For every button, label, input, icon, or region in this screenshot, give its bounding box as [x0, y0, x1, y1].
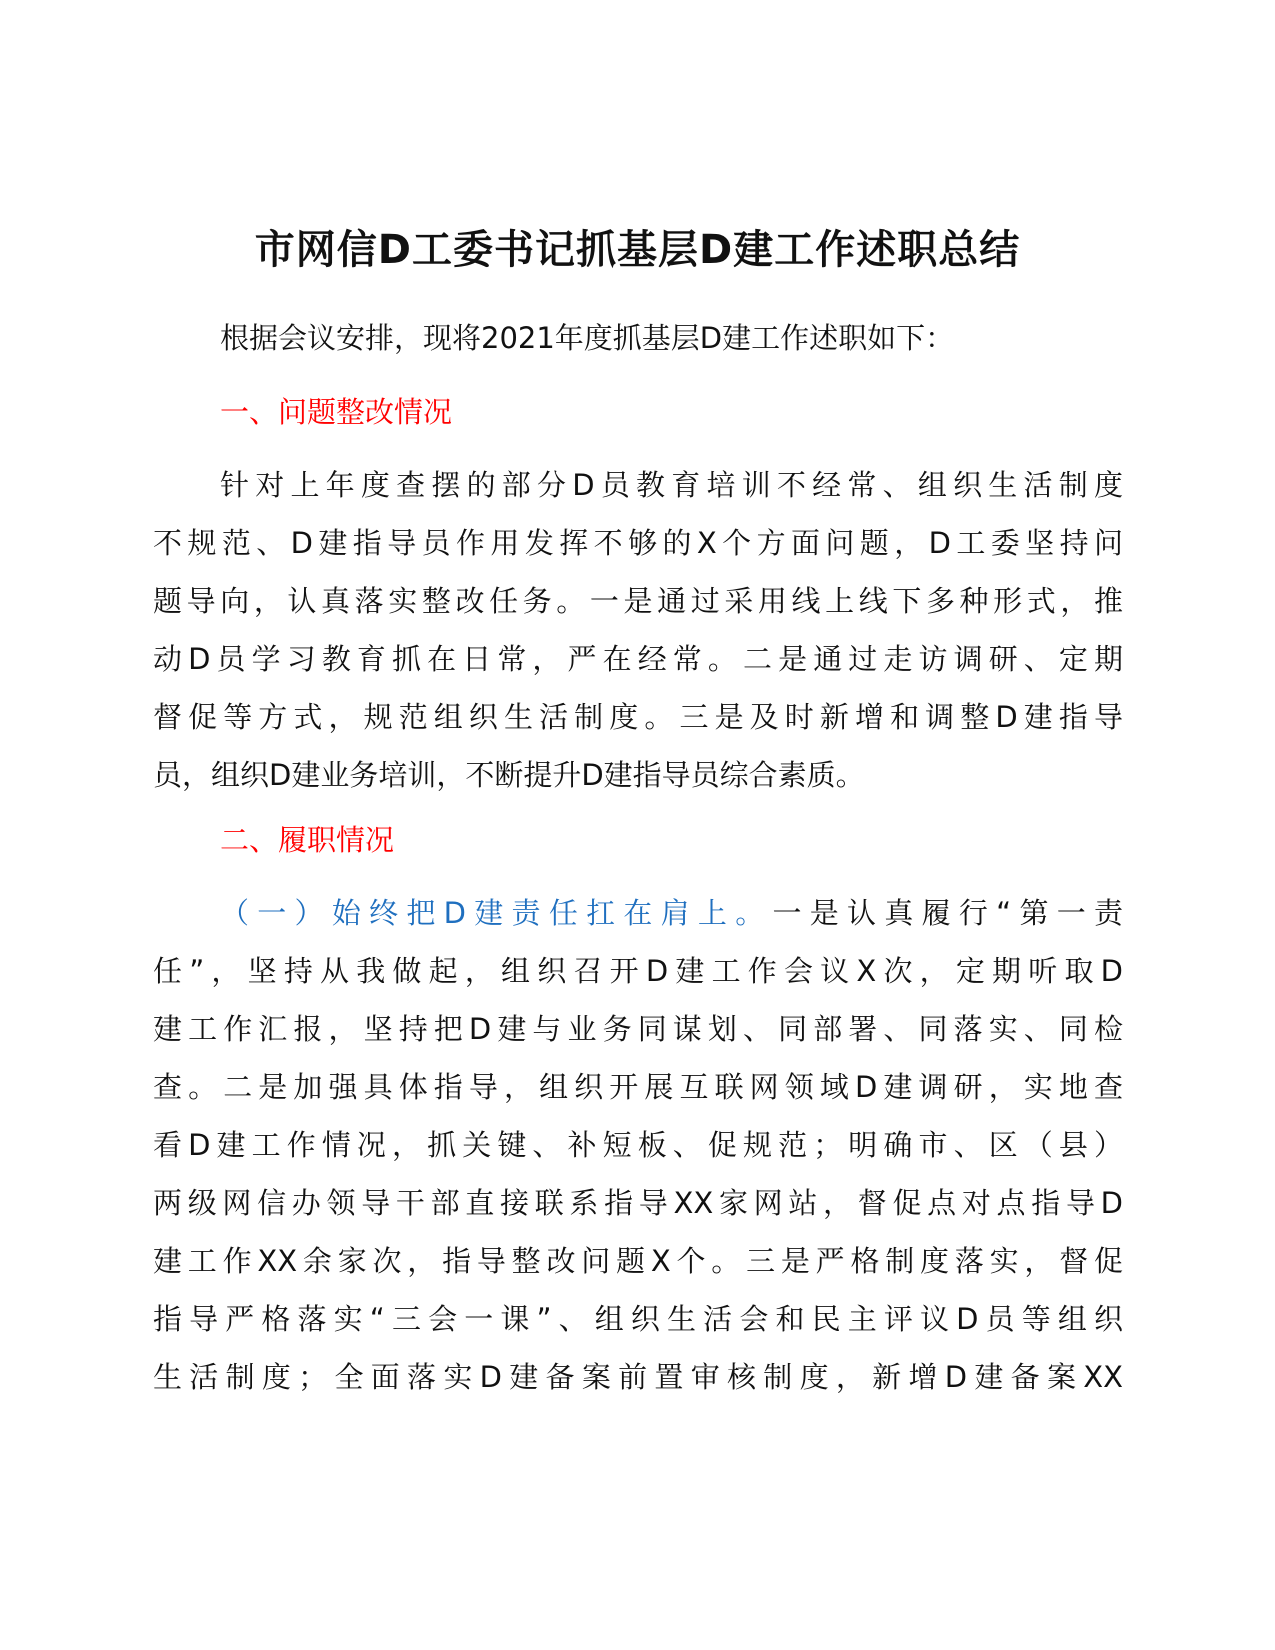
paragraph-line: 针对上年度查摆的部分D员教育培训不经常、组织生活制度 [220, 468, 1123, 502]
intro-paragraph: 根据会议安排，现将2021年度抓基层D建工作述职如下： [220, 321, 955, 355]
paragraph-line: 督促等方式，规范组织生活制度。三是及时新增和调整D建指导 [153, 700, 1123, 734]
paragraph-line: 看D建工作情况，抓关键、补短板、促规范；明确市、区（县） [153, 1128, 1123, 1162]
paragraph-line: 题导向，认真落实整改任务。一是通过采用线上线下多种形式，推 [153, 584, 1123, 618]
section-body-duty-performance [153, 893, 1123, 1415]
document-title: 市网信D工委书记抓基层D建工作述职总结 [254, 227, 1021, 273]
section-heading-rectification: 一、问题整改情况 [220, 395, 453, 429]
paragraph-line: 建工作汇报，坚持把D建与业务同谋划、同部署、同落实、同检 [153, 1012, 1123, 1046]
subsection-heading: （一）始终把D建责任扛在肩上。 [220, 896, 773, 930]
section-heading-duty-performance: 二、履职情况 [220, 823, 395, 857]
paragraph-line-first [153, 893, 1123, 951]
paragraph-line: 动D员学习教育抓在日常，严在经常。二是通过走访调研、定期 [153, 642, 1123, 676]
paragraph-line: 不规范、D建指导员作用发挥不够的X个方面问题，D工委坚持问 [153, 526, 1123, 560]
paragraph-line: 指导严格落实“三会一课”、组织生活会和民主评议D员等组织 [153, 1302, 1123, 1336]
paragraph-line: 两级网信办领导干部直接联系指导XX家网站，督促点对点指导D [153, 1186, 1123, 1220]
paragraph-line-rest: 一是认真履行“第一责 [772, 896, 1123, 930]
section-body-rectification [153, 465, 1123, 813]
paragraph-line: 建工作XX余家次，指导整改问题X个。三是严格制度落实，督促 [153, 1244, 1123, 1278]
paragraph-line: 生活制度；全面落实D建备案前置审核制度，新增D建备案XX [153, 1360, 1123, 1394]
paragraph-line: 查。二是加强具体指导，组织开展互联网领域D建调研，实地查 [153, 1070, 1123, 1104]
paragraph-line: 员，组织D建业务培训，不断提升D建指导员综合素质。 [153, 758, 865, 792]
paragraph-line: 任”，坚持从我做起，组织召开D建工作会议X次，定期听取D [153, 954, 1123, 988]
